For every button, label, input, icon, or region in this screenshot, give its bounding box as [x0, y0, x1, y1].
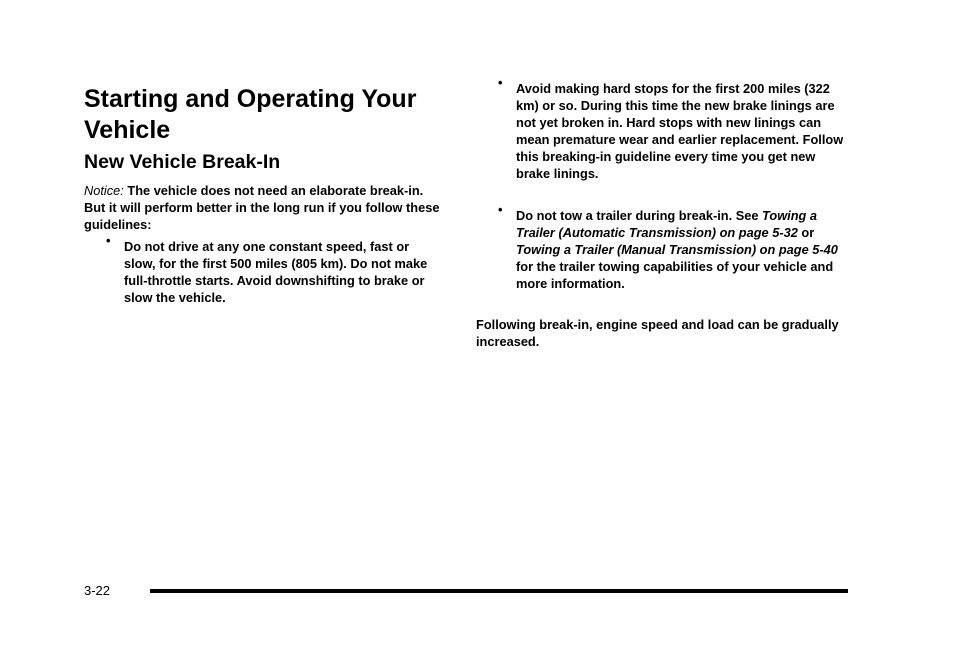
closing-paragraph: Following break-in, engine speed and load can be gradually increased.	[476, 317, 839, 349]
bullet-icon: •	[498, 75, 503, 90]
bullet-text: Do not drive at any one constant speed, fast or slow, for the first 500 miles (805 km). Do not make full-throttle starts. Avoid downshifting to brake or slow the vehicle.	[124, 239, 428, 305]
notice-label: Notice:	[84, 183, 124, 198]
notice-paragraph	[84, 182, 444, 233]
bullet-text-post: for the trailer towing capabilities of your vehicle and more information.	[516, 259, 834, 291]
cross-reference-link[interactable]: Towing a Trailer (Automatic Transmission) on page 5-32	[516, 208, 818, 240]
notice-text: The vehicle does not need an elaborate break-in. But it will perform better in the long run if you follow these guidelines:	[84, 183, 440, 232]
cross-reference-link[interactable]: Towing a Trailer (Manual Transmission) on page 5-40	[516, 242, 838, 257]
subsection-title: New Vehicle Break-In	[84, 151, 281, 173]
bullet-text-pre: Do not tow a trailer during break-in. See	[516, 208, 763, 223]
page-number: 3-22	[84, 583, 111, 598]
bullet-text-mid: or	[797, 225, 815, 240]
bullet-text: Avoid making hard stops for the first 200 miles (322 km) or so. During this time the new brake linings are not yet broken in. Hard stops with new linings can mean premature wear and earlier replacement. Follow this breaking-in guideline every time you get new brake linings.	[516, 81, 844, 181]
section-title: Starting and Operating Your Vehicle	[84, 85, 417, 144]
bullet-icon: •	[498, 202, 503, 217]
bullet-icon: •	[106, 233, 111, 248]
bullet-text	[516, 207, 846, 292]
footer-rule	[150, 589, 848, 593]
